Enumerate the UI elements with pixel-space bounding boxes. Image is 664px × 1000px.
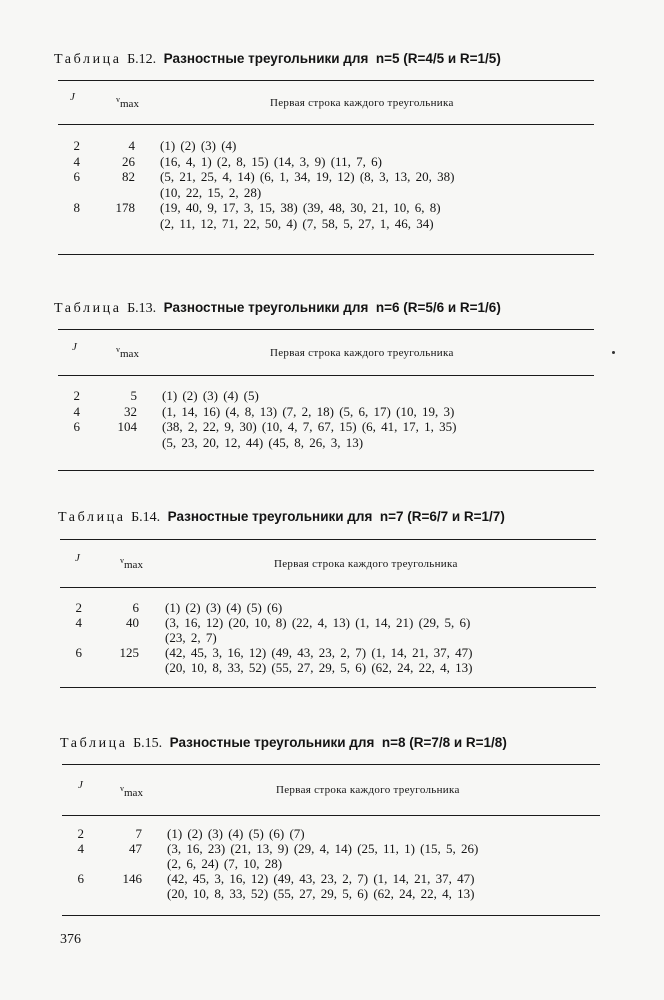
table-row: [0, 404, 664, 420]
table-caption: [60, 735, 507, 752]
cell-j: 4: [73, 153, 80, 169]
table-row: [0, 630, 664, 645]
cell-vmax: 32: [124, 403, 137, 419]
cell-j: 6: [77, 871, 84, 886]
cell-j: 4: [75, 615, 82, 630]
top-rule: [60, 539, 596, 540]
table-row: [0, 138, 664, 154]
cell-first-row: (10, 22, 15, 2, 28): [160, 184, 262, 200]
cell-first-row: (38, 2, 22, 9, 30) (10, 4, 7, 67, 15) (6, 41, 17, 1, 35): [162, 419, 457, 434]
cell-first-row: (5, 23, 20, 12, 44) (45, 8, 26, 3, 13): [162, 434, 364, 450]
cell-first-row: (42, 45, 3, 16, 12) (49, 43, 23, 2, 7) (1, 14, 21, 37, 47): [167, 871, 475, 886]
cell-j: 4: [73, 403, 80, 419]
cell-first-row: (1) (2) (3) (4) (5) (6) (7): [167, 826, 305, 841]
table-row: [0, 169, 664, 185]
cell-first-row: (2, 6, 24) (7, 10, 28): [167, 856, 283, 871]
cell-first-row: (42, 45, 3, 16, 12) (49, 43, 23, 2, 7) (1, 14, 21, 37, 47): [165, 645, 473, 660]
caption-param: n=8 (R=7/8 и R=1/8): [381, 735, 507, 750]
top-rule: [62, 764, 600, 765]
caption-param: n=5 (R=4/5 и R=1/5): [375, 51, 501, 66]
header-rule: [58, 124, 594, 125]
cell-j: 6: [73, 169, 80, 184]
table-row: [0, 826, 664, 841]
caption-title: Разностные треугольники для: [167, 509, 373, 524]
table-row: [0, 154, 664, 170]
cell-vmax: 47: [129, 841, 142, 856]
header-rule: [58, 375, 594, 376]
header-rows: Первая строка каждого треугольника: [274, 558, 458, 570]
cell-j: 8: [73, 200, 80, 215]
cell-first-row: (3, 16, 12) (20, 10, 8) (22, 4, 13) (1, 14, 21) (29, 5, 6): [165, 615, 471, 630]
table-caption: [54, 51, 501, 68]
caption-param: n=7 (R=6/7 и R=1/7): [379, 509, 505, 524]
cell-vmax: 6: [132, 600, 139, 615]
cell-first-row: (20, 10, 8, 33, 52) (55, 27, 29, 5, 6) (62, 24, 22, 4, 13): [167, 886, 475, 901]
cell-first-row: (16, 4, 1) (2, 8, 15) (14, 3, 9) (11, 7, 6): [160, 153, 382, 169]
table-row: [0, 435, 664, 451]
header-vmax: $^v$max: [116, 95, 139, 110]
caption-title: Разностные треугольники для: [163, 51, 369, 66]
cell-j: 2: [75, 600, 82, 615]
cell-vmax: 146: [122, 871, 142, 886]
table-row: [0, 216, 664, 232]
caption-title: Разностные треугольники для: [163, 300, 369, 315]
cell-first-row: (1) (2) (3) (4) (5) (6): [165, 600, 283, 615]
bottom-rule: [58, 254, 594, 255]
header-j: J: [78, 779, 83, 791]
caption-label: Таблица: [54, 301, 122, 316]
cell-vmax: 125: [119, 645, 139, 660]
cell-j: 2: [73, 138, 80, 153]
cell-j: 6: [75, 645, 82, 660]
cell-vmax: 26: [122, 153, 135, 169]
caption-label: Таблица: [60, 736, 128, 751]
caption-number: Б.13.: [127, 301, 157, 316]
cell-j: 2: [77, 826, 84, 841]
header-rows: Первая строка каждого треугольника: [276, 784, 460, 796]
table-row: [0, 856, 664, 871]
header-vmax: $^v$max: [120, 784, 143, 799]
cell-j: 6: [73, 419, 80, 434]
caption-number: Б.15.: [133, 736, 163, 751]
table-caption: [58, 509, 505, 526]
cell-first-row: (1, 14, 16) (4, 8, 13) (7, 2, 18) (5, 6, 17) (10, 19, 3): [162, 403, 455, 419]
cell-j: 4: [77, 841, 84, 856]
table-row: [0, 419, 664, 435]
caption-number: Б.14.: [131, 510, 161, 525]
table-row: [0, 600, 664, 615]
cell-first-row: (1) (2) (3) (4): [160, 138, 237, 153]
header-rule: [62, 815, 600, 816]
header-rule: [60, 587, 596, 588]
caption-label: Таблица: [58, 510, 126, 525]
header-j: J: [75, 552, 80, 564]
table-row: [0, 645, 664, 660]
table-row: [0, 615, 664, 630]
page-number: 376: [60, 932, 81, 947]
header-j: J: [72, 341, 77, 353]
bottom-rule: [60, 687, 596, 688]
top-rule: [58, 80, 594, 81]
cell-j: 2: [73, 388, 80, 403]
caption-title: Разностные треугольники для: [169, 735, 375, 750]
cell-first-row: (19, 40, 9, 17, 3, 15, 38) (39, 48, 30, 21, 10, 6, 8): [160, 200, 441, 215]
bottom-rule: [62, 915, 600, 916]
cell-vmax: 104: [117, 419, 137, 434]
cell-first-row: (1) (2) (3) (4) (5): [162, 388, 259, 403]
header-j: J: [70, 91, 75, 103]
cell-vmax: 40: [126, 615, 139, 630]
cell-vmax: 7: [135, 826, 142, 841]
table-row: [0, 200, 664, 216]
header-vmax: $^v$max: [116, 345, 139, 360]
cell-vmax: 82: [122, 169, 135, 184]
table-row: [0, 660, 664, 675]
table-row: [0, 886, 664, 901]
caption-number: Б.12.: [127, 52, 157, 67]
header-rows: Первая строка каждого треугольника: [270, 347, 454, 359]
cell-first-row: (2, 11, 12, 71, 22, 50, 4) (7, 58, 5, 27, 1, 46, 34): [160, 215, 434, 231]
cell-first-row: (20, 10, 8, 33, 52) (55, 27, 29, 5, 6) (62, 24, 22, 4, 13): [165, 660, 473, 675]
table-row: [0, 388, 664, 404]
caption-label: Таблица: [54, 52, 122, 67]
header-rows: Первая строка каждого треугольника: [270, 97, 454, 109]
table-row: [0, 871, 664, 886]
print-speck: [612, 351, 615, 354]
table-caption: [54, 300, 501, 317]
cell-first-row: (3, 16, 23) (21, 13, 9) (29, 4, 14) (25, 11, 1) (15, 5, 26): [167, 841, 479, 856]
caption-param: n=6 (R=5/6 и R=1/6): [375, 300, 501, 315]
cell-first-row: (5, 21, 25, 4, 14) (6, 1, 34, 19, 12) (8, 3, 13, 20, 38): [160, 169, 455, 184]
top-rule: [58, 329, 594, 330]
cell-vmax: 178: [115, 200, 135, 215]
cell-first-row: (23, 2, 7): [165, 630, 217, 645]
table-row: [0, 841, 664, 856]
header-vmax: $^v$max: [120, 556, 143, 571]
bottom-rule: [58, 470, 594, 471]
table-row: [0, 185, 664, 201]
cell-vmax: 4: [128, 138, 135, 153]
cell-vmax: 5: [130, 388, 137, 403]
